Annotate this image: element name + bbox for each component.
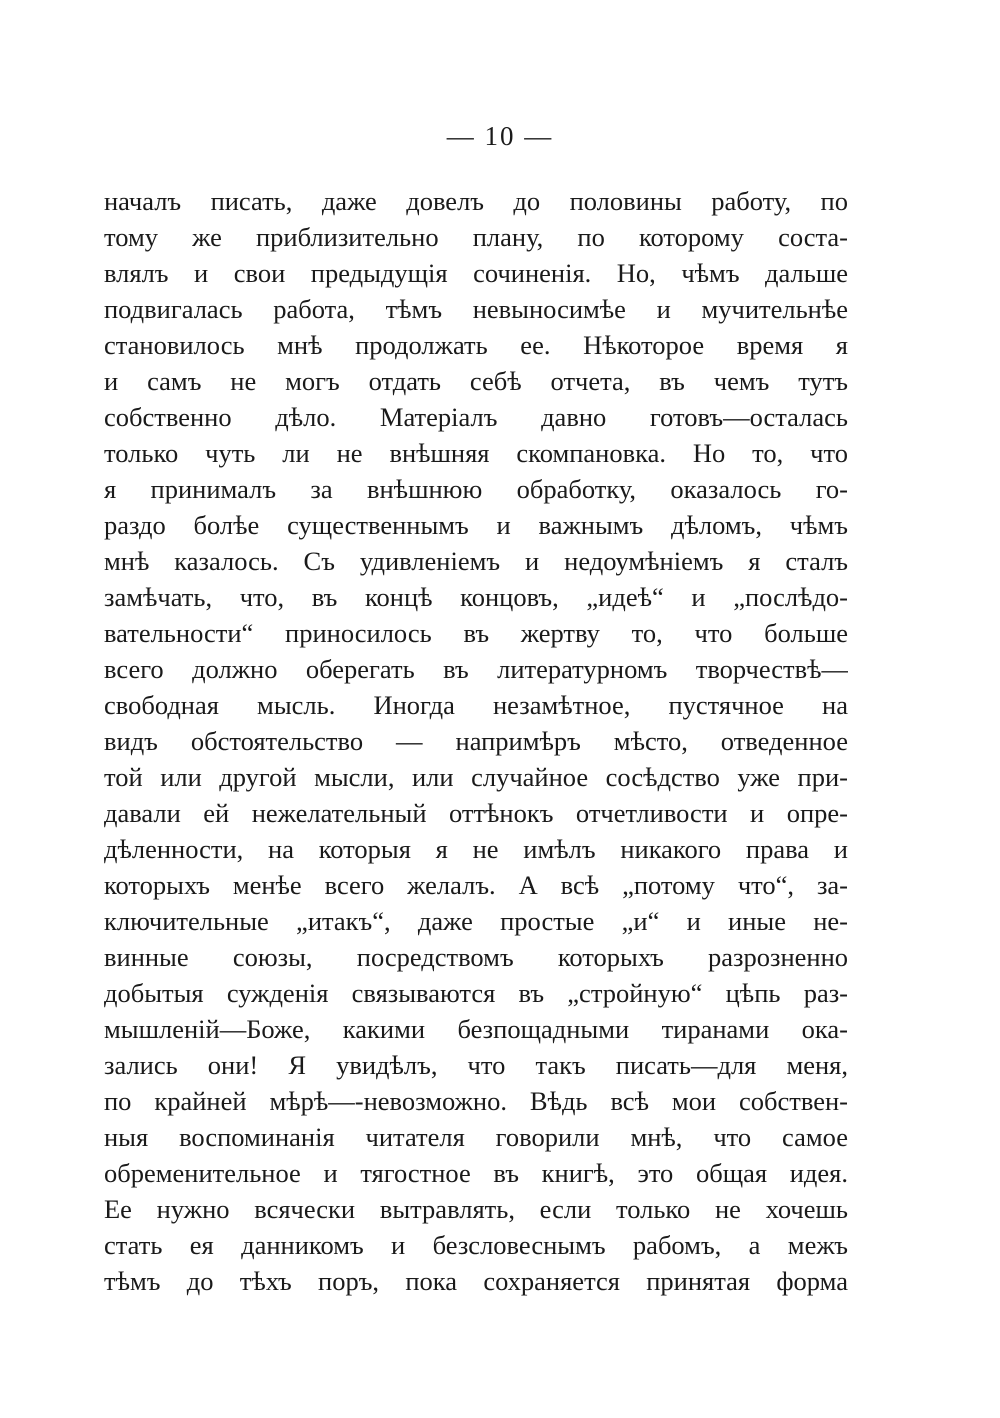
text-line: тому же приблизительно плану, по которому соста-	[104, 222, 848, 252]
text-line: по крайней мѣрѣ—-невозможно. Вѣдь всѣ мои собствен-	[104, 1086, 848, 1116]
text-line: и самъ не могъ отдать себѣ отчета, въ чемъ тутъ	[104, 366, 848, 396]
text-line: свободная мысль. Иногда незамѣтное, пустячное на	[104, 690, 848, 720]
text-line: началъ писать, даже довелъ до половины работу, по	[104, 186, 848, 216]
text-line: той или другой мысли, или случайное сосѣдство уже при-	[104, 762, 848, 792]
page-number: — 10 —	[446, 121, 554, 151]
text-line: становилось мнѣ продолжать ее. Нѣкоторое время я	[104, 330, 848, 360]
text-line: подвигалась работа, тѣмъ невыносимѣе и мучительнѣе	[104, 294, 848, 324]
text-line: раздо болѣе существеннымъ и важнымъ дѣломъ, чѣмъ	[104, 510, 848, 540]
text-line: ключительные „итакъ“, даже простые „и“ и иные не-	[104, 906, 848, 936]
text-line: винные союзы, посредствомъ которыхъ разрозненно	[104, 942, 848, 972]
text-line: давали ей нежелательный оттѣнокъ отчетливости и опре-	[104, 798, 848, 828]
text-line: ныя воспоминанія читателя говорили мнѣ, что самое	[104, 1122, 848, 1152]
text-line: Ее нужно всячески вытравлять, если только не хочешь	[104, 1194, 848, 1224]
text-line: тѣмъ до тѣхъ поръ, пока сохраняется принятая форма	[104, 1266, 848, 1296]
text-line: замѣчать, что, въ концѣ концовъ, „идеѣ“ и „послѣдо-	[104, 582, 848, 612]
text-line: мышленій—Боже, какими безпощадными тиранами ока-	[104, 1014, 848, 1044]
text-line: обременительное и тягостное въ книгѣ, это общая идея.	[104, 1158, 848, 1188]
text-line: добытыя сужденія связываются въ „стройную“ цѣпь раз-	[104, 978, 848, 1008]
text-line: которыхъ менѣе всего желалъ. А всѣ „потому что“, за-	[104, 870, 848, 900]
text-line: зались они! Я увидѣлъ, что такъ писать—для меня,	[104, 1050, 848, 1080]
text-line: стать ея данникомъ и безсловеснымъ рабомъ, а межъ	[104, 1230, 848, 1260]
text-line: вательности“ приносилось въ жертву то, что больше	[104, 618, 848, 648]
text-line: дѣленности, на которыя я не имѣлъ никакого права и	[104, 834, 848, 864]
body-text	[104, 183, 848, 1299]
text-line: всего должно оберегать въ литературномъ творчествѣ—	[104, 654, 848, 684]
text-line: видъ обстоятельство — напримѣръ мѣсто, отведенное	[104, 726, 848, 756]
text-line: влялъ и свои предыдущія сочиненія. Но, чѣмъ дальше	[104, 258, 848, 288]
text-line: я принималъ за внѣшнюю обработку, оказалось го-	[104, 474, 848, 504]
text-line: собственно дѣло. Матеріалъ давно готовъ—осталась	[104, 402, 848, 432]
text-line: мнѣ казалось. Съ удивленіемъ и недоумѣніемъ я сталъ	[104, 546, 848, 576]
text-line: только чуть ли не внѣшняя скомпановка. Но то, что	[104, 438, 848, 468]
